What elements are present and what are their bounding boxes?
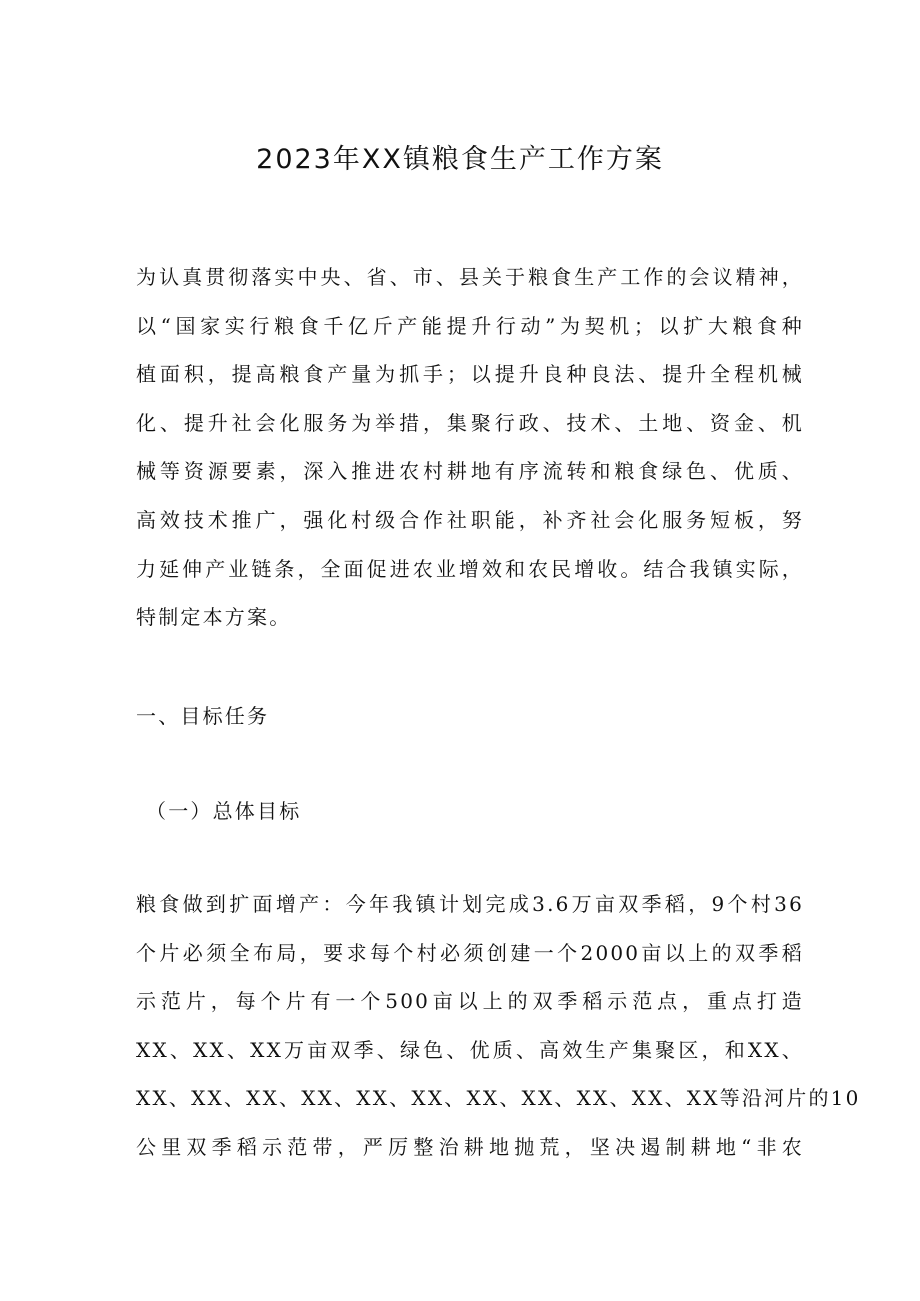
paragraph-line: 化、提升社会化服务为举措，集聚行政、技术、土地、资金、机 [136, 410, 804, 435]
document-title: 2023年XX镇粮食生产工作方案 [256, 144, 664, 175]
paragraph-line: 为认真贯彻落实中央、省、市、县关于粮食生产工作的会议精神， [136, 265, 804, 289]
paragraph-line: 粮食做到扩面增产：今年我镇计划完成3.6万亩双季稻，9个村36 [136, 892, 804, 916]
paragraph-line: 植面积，提高粮食产量为抓手；以提升良种良法、提升全程机械 [136, 362, 804, 387]
paragraph-line: 公里双季稻示范带，严厉整治耕地抛荒，坚决遏制耕地“非农 [136, 1134, 804, 1159]
paragraph-line: XX、XX、XX万亩双季、绿色、优质、高效生产集聚区，和XX、 [136, 1037, 804, 1062]
paragraph-line: 以“国家实行粮食千亿斤产能提升行动”为契机；以扩大粮食种 [136, 313, 804, 338]
paragraph-line: 特制定本方案。 [136, 605, 292, 630]
body-paragraph [136, 880, 861, 1172]
intro-paragraph [136, 253, 804, 642]
paragraph-line: XX、XX、XX、XX、XX、XX、XX、XX、XX、XX、XX等沿河片的10 [136, 1086, 861, 1111]
subsection-heading: （一）总体目标 [146, 799, 302, 823]
section-heading: 一、目标任务 [136, 704, 270, 728]
paragraph-line: 个片必须全布局，要求每个村必须创建一个2000亩以上的双季稻 [136, 940, 804, 965]
paragraph-line: 示范片，每个片有一个500亩以上的双季稻示范点，重点打造 [136, 989, 804, 1014]
paragraph-line: 高效技术推广，强化村级合作社职能，补齐社会化服务短板，努 [136, 507, 804, 532]
paragraph-line: 械等资源要素，深入推进农村耕地有序流转和粮食绿色、优质、 [136, 459, 804, 484]
paragraph-line: 力延伸产业链条，全面促进农业增效和农民增收。结合我镇实际， [136, 556, 804, 581]
